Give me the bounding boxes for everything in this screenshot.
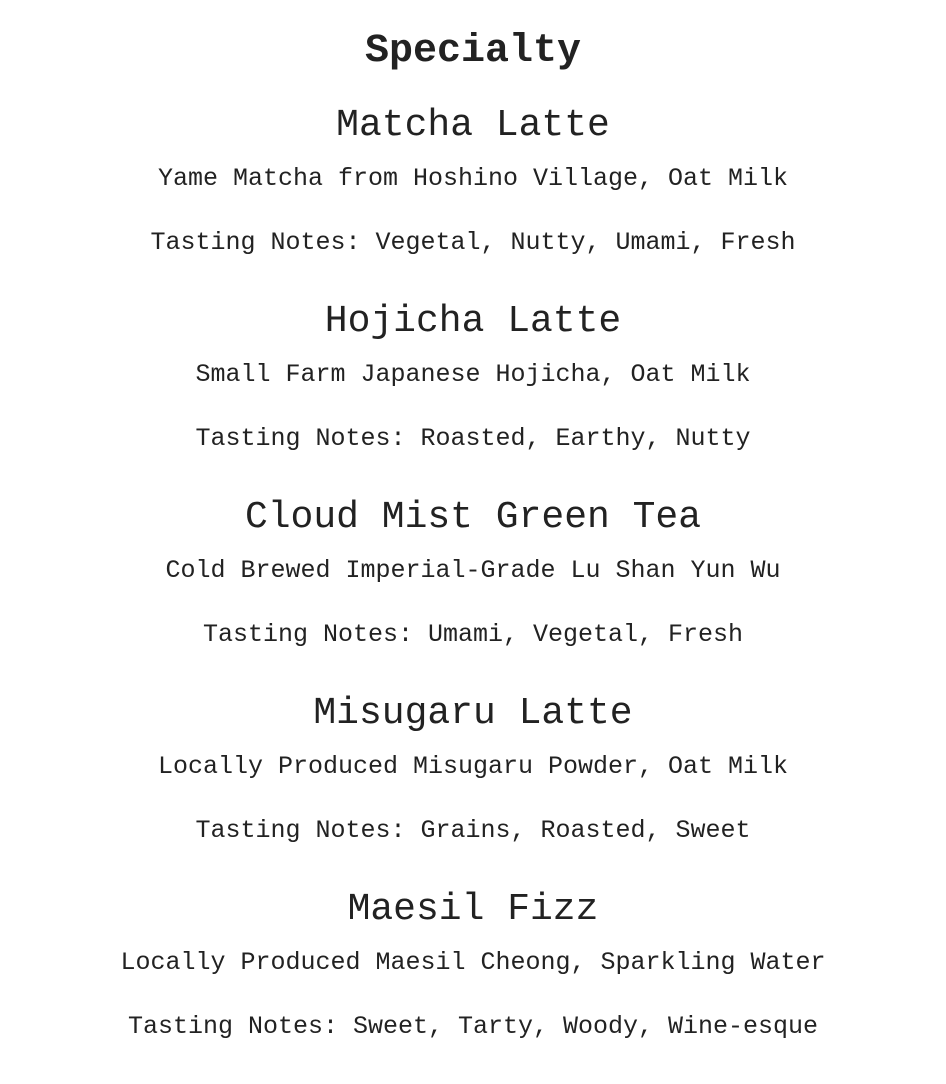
item-description: Yame Matcha from Hoshino Village, Oat Milk (157, 164, 789, 193)
item-description: Locally Produced Maesil Cheong, Sparkling Water (120, 948, 826, 977)
item-tasting-notes: Tasting Notes: Sweet, Tarty, Woody, Wine-esque (127, 1012, 819, 1041)
menu-item (0, 104, 946, 300)
item-tasting-notes: Tasting Notes: Roasted, Earthy, Nutty (195, 424, 751, 453)
menu-item (0, 300, 946, 496)
item-tasting-notes: Tasting Notes: Grains, Roasted, Sweet (195, 816, 751, 845)
item-tasting-notes: Tasting Notes: Vegetal, Nutty, Umami, Fresh (150, 228, 796, 257)
item-tasting-notes: Tasting Notes: Umami, Vegetal, Fresh (202, 620, 744, 649)
item-name: Misugaru Latte (313, 692, 633, 735)
item-description: Locally Produced Misugaru Powder, Oat Milk (157, 752, 789, 781)
item-name: Cloud Mist Green Tea (244, 496, 702, 539)
item-name: Matcha Latte (336, 104, 610, 147)
item-name: Maesil Fizz (347, 888, 599, 931)
item-description: Small Farm Japanese Hojicha, Oat Milk (195, 360, 751, 389)
menu-item (0, 888, 946, 1084)
item-description: Cold Brewed Imperial-Grade Lu Shan Yun Wu (165, 556, 781, 585)
menu-item (0, 496, 946, 692)
menu-item (0, 692, 946, 888)
item-name: Hojicha Latte (324, 300, 622, 343)
section-title: Specialty (364, 29, 582, 74)
